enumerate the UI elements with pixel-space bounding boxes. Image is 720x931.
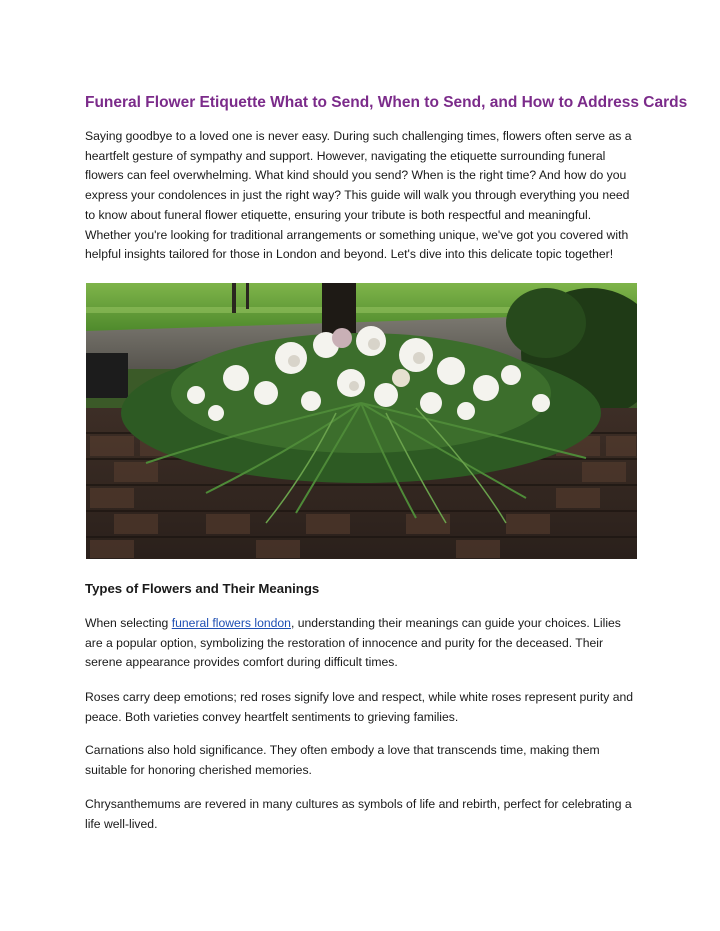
funeral-flowers-london-link[interactable]: funeral flowers london bbox=[171, 616, 291, 630]
section-heading: Types of Flowers and Their Meanings bbox=[85, 581, 320, 596]
paragraph-lilies-rest: , understanding their meanings can guide your choices. Lilies are a popular option, symbolizing the restoration of innocence and purity for the deceased. Their serene appearance provides comfort during difficult times. bbox=[85, 616, 621, 670]
paragraph-carnations: Carnations also hold significance. They often embody a love that transcends time, making them suitable for honoring cherished memories. bbox=[85, 743, 600, 777]
intro-paragraph: Saying goodbye to a loved one is never easy. During such challenging times, flowers often serve as a heartfelt gesture of sympathy and support. However, navigating the etiquette surrounding funeral flowers can feel overwhelming. What kind should you send? When is the right time? And how do you express your condolences in just the right way? This guide will walk you through everything you need to know about funeral flower etiquette, ensuring your tribute is both respectful and meaningful. Whether you're looking for traditional arrangements or something unique, we've got you covered with helpful insights tailored for those in London and beyond. Let's dive into this delicate topic together! bbox=[85, 129, 632, 262]
article-title: Funeral Flower Etiquette What to Send, When to Send, and How to Address Cards bbox=[85, 94, 688, 111]
paragraph-roses: Roses carry deep emotions; red roses signify love and respect, while white roses represent purity and peace. Both varieties convey heartfelt sentiments to grieving families. bbox=[85, 690, 634, 724]
paragraph-chrysanthemums: Chrysanthemums are revered in many cultures as symbols of life and rebirth, perfect for celebrating a life well-lived. bbox=[85, 797, 632, 831]
paragraph-lilies-start: When selecting bbox=[85, 616, 172, 630]
funeral-flowers-photo bbox=[86, 283, 637, 559]
paragraph-lilies bbox=[85, 614, 640, 673]
